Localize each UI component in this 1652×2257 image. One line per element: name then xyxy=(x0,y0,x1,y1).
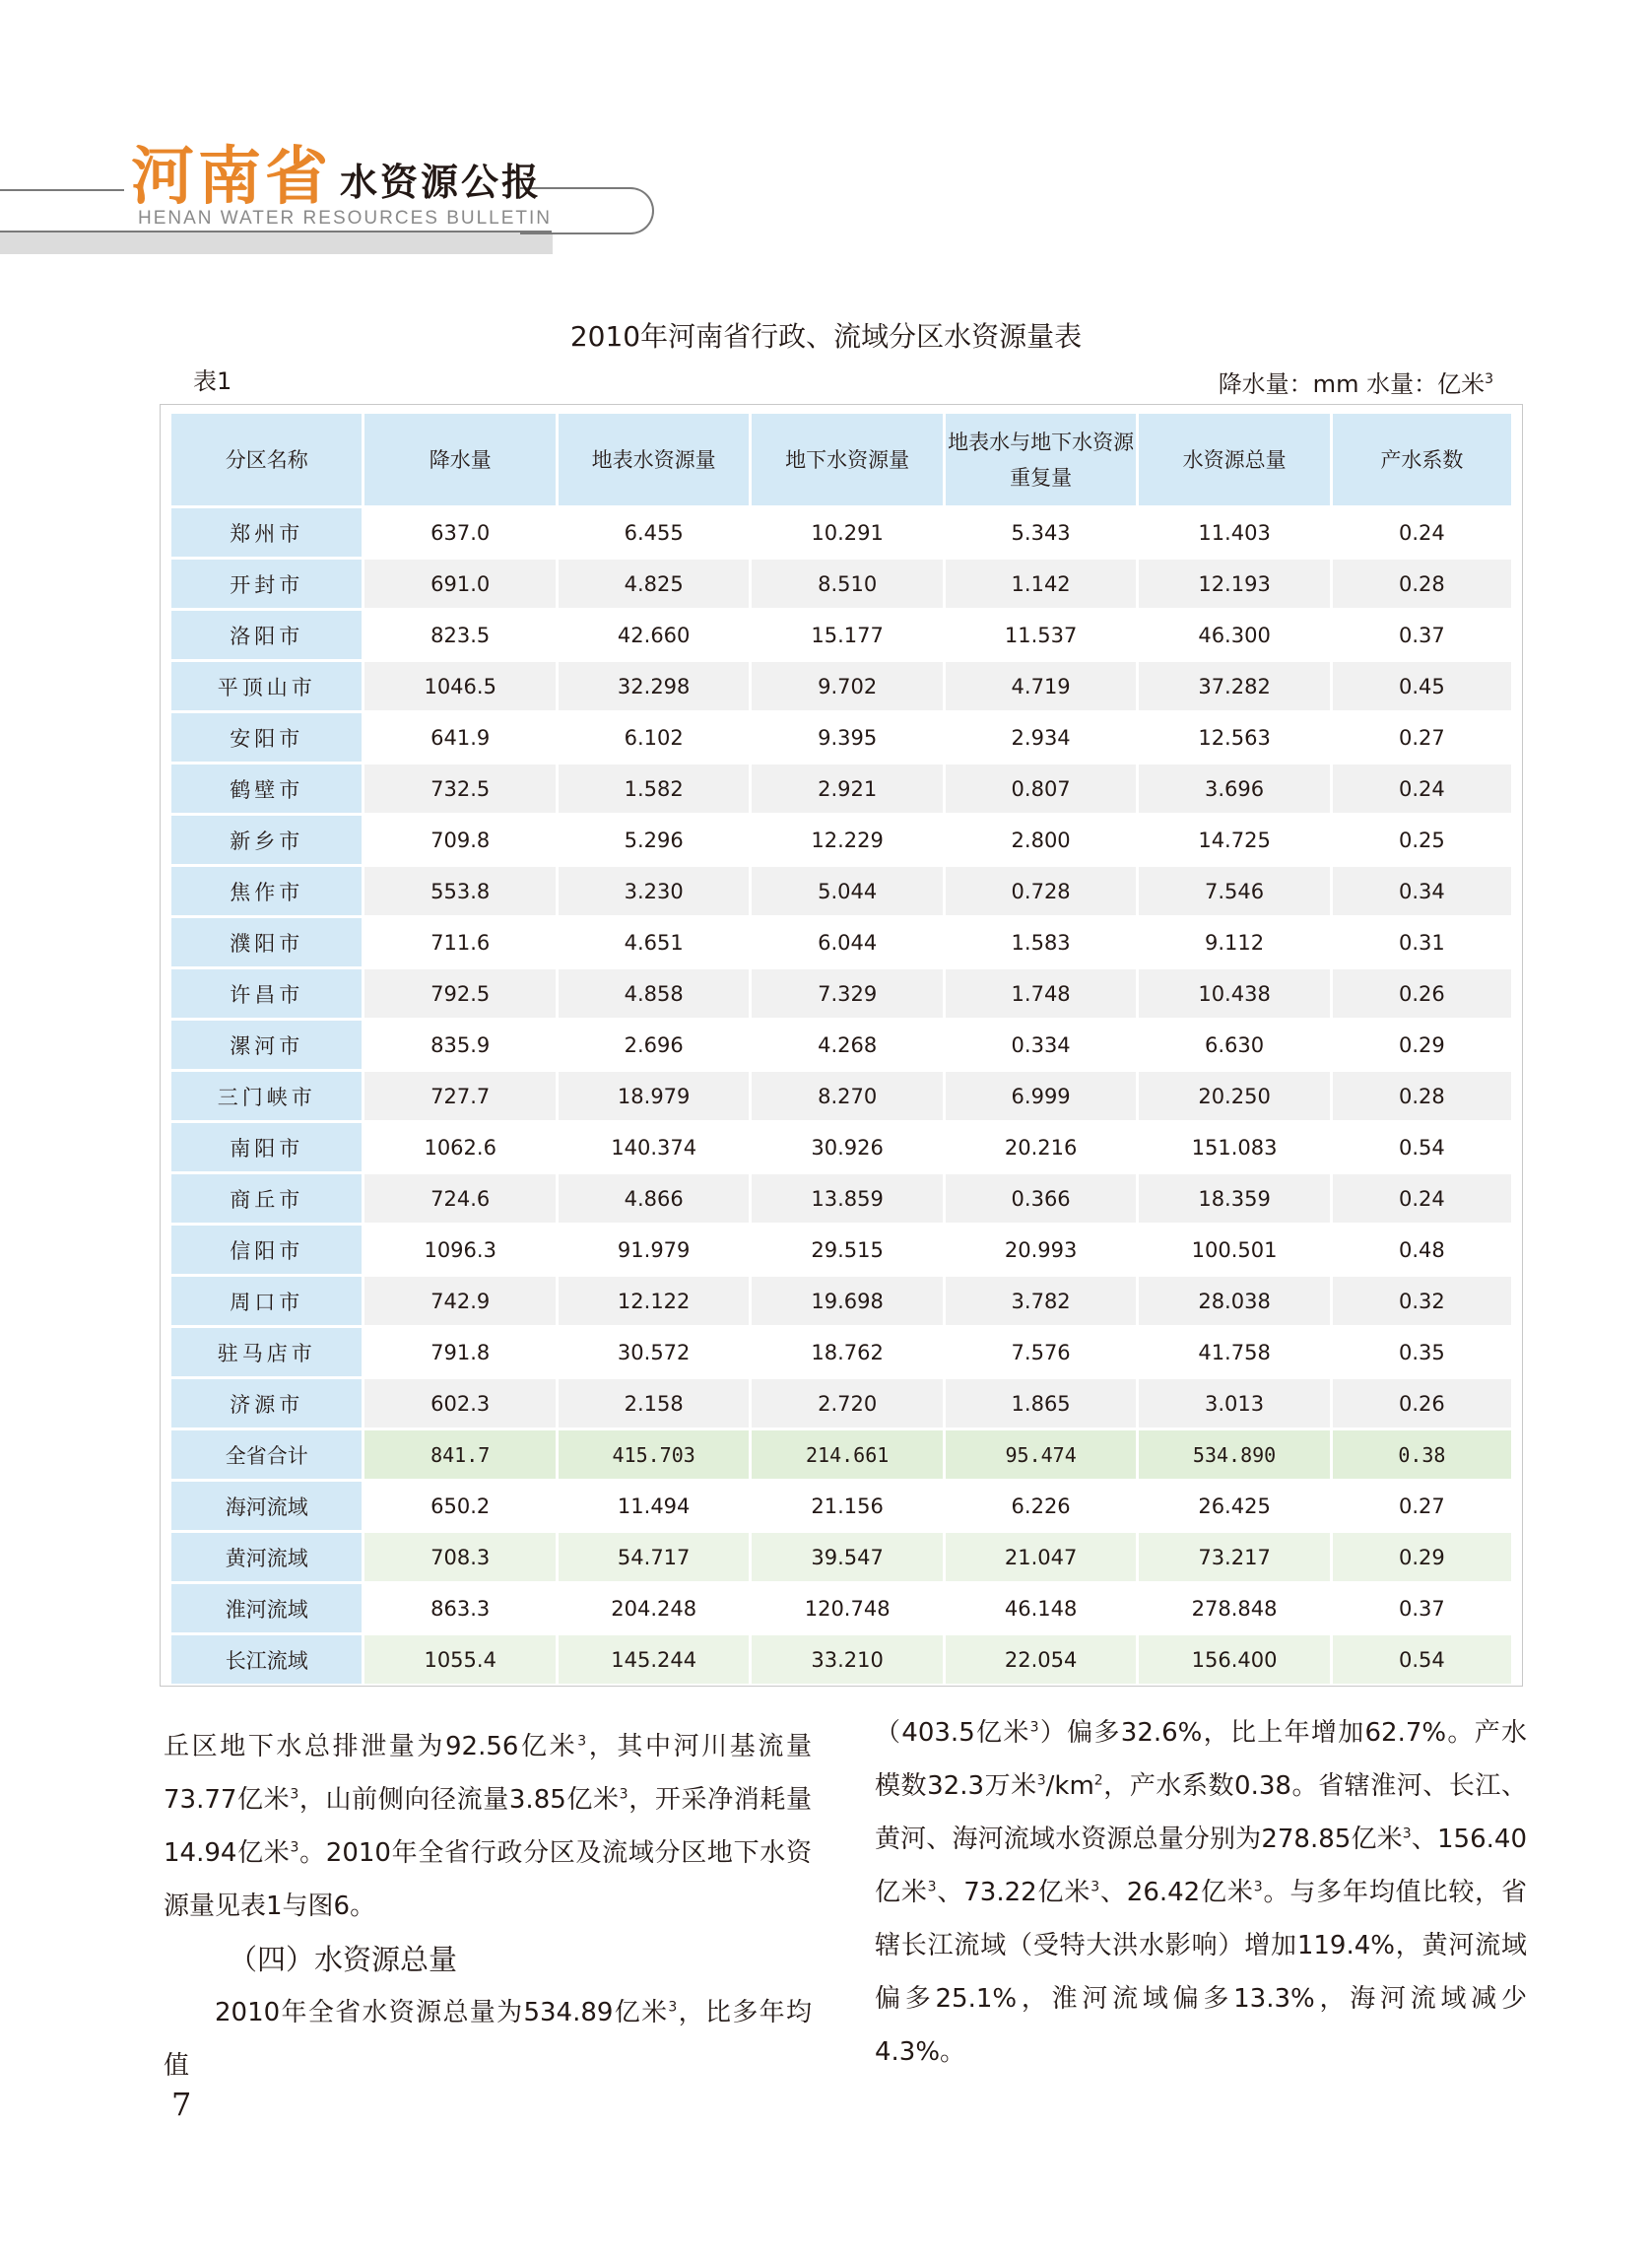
value-cell: 100.501 xyxy=(1139,1226,1329,1274)
value-cell: 8.510 xyxy=(752,560,942,608)
region-name-cell: 郑州市 xyxy=(171,508,362,557)
value-cell: 9.112 xyxy=(1139,918,1329,966)
region-name-cell: 许昌市 xyxy=(171,969,362,1018)
column-header: 降水量 xyxy=(364,414,555,505)
value-cell: 6.999 xyxy=(946,1072,1136,1120)
region-name-cell: 濮阳市 xyxy=(171,918,362,966)
value-cell: 3.230 xyxy=(559,867,749,915)
text-run: 2010年全省水资源总量为534.89亿米 xyxy=(215,1998,669,2027)
value-cell: 0.48 xyxy=(1333,1226,1511,1274)
value-cell: 0.334 xyxy=(946,1021,1136,1069)
table-row xyxy=(171,969,1511,1018)
value-cell: 732.5 xyxy=(364,764,555,813)
value-cell: 823.5 xyxy=(364,611,555,659)
paragraph-total-resources-continued xyxy=(875,1706,1527,2079)
table-row xyxy=(171,662,1511,710)
value-cell: 0.25 xyxy=(1333,816,1511,864)
value-cell: 4.858 xyxy=(559,969,749,1018)
table-row xyxy=(171,1482,1511,1530)
value-cell: 46.300 xyxy=(1139,611,1329,659)
region-name-cell: 商丘市 xyxy=(171,1174,362,1223)
value-cell: 5.343 xyxy=(946,508,1136,557)
text-run: ，产水系数0.38。省辖淮河、长江、黄河、海河流域水资源总量分别为278.85亿米 xyxy=(875,1771,1527,1854)
value-cell: 12.229 xyxy=(752,816,942,864)
value-cell: 791.8 xyxy=(364,1328,555,1376)
table-row xyxy=(171,560,1511,608)
text-run: ，其中河川基流量73.77亿米 xyxy=(164,1732,812,1815)
value-cell: 1.142 xyxy=(946,560,1136,608)
column-header: 分区名称 xyxy=(171,414,362,505)
value-cell: 41.758 xyxy=(1139,1328,1329,1376)
superscript: 3 xyxy=(1029,1719,1039,1736)
table-row xyxy=(171,1379,1511,1427)
table-row xyxy=(171,1328,1511,1376)
value-cell: 0.31 xyxy=(1333,918,1511,966)
value-cell: 1.748 xyxy=(946,969,1136,1018)
value-cell: 863.3 xyxy=(364,1584,555,1632)
value-cell: 0.32 xyxy=(1333,1277,1511,1325)
value-cell: 12.122 xyxy=(559,1277,749,1325)
value-cell: 12.193 xyxy=(1139,560,1329,608)
region-name-cell: 黄河流域 xyxy=(171,1533,362,1581)
value-cell: 415.703 xyxy=(559,1430,749,1479)
value-cell: 0.35 xyxy=(1333,1328,1511,1376)
value-cell: 2.696 xyxy=(559,1021,749,1069)
value-cell: 28.038 xyxy=(1139,1277,1329,1325)
value-cell: 95.474 xyxy=(946,1430,1136,1479)
region-name-cell: 漯河市 xyxy=(171,1021,362,1069)
region-name-cell: 鹤壁市 xyxy=(171,764,362,813)
text-column-right xyxy=(875,1706,1527,2079)
superscript: 3 xyxy=(668,1999,678,2016)
value-cell: 10.438 xyxy=(1139,969,1329,1018)
value-cell: 0.37 xyxy=(1333,611,1511,659)
value-cell: 742.9 xyxy=(364,1277,555,1325)
value-cell: 2.800 xyxy=(946,816,1136,864)
value-cell: 6.102 xyxy=(559,713,749,762)
value-cell: 0.24 xyxy=(1333,508,1511,557)
table-body xyxy=(171,508,1511,1684)
value-cell: 145.244 xyxy=(559,1635,749,1684)
table-row xyxy=(171,1533,1511,1581)
value-cell: 3.696 xyxy=(1139,764,1329,813)
table-row xyxy=(171,1123,1511,1171)
superscript: 3 xyxy=(577,1733,587,1750)
superscript: 3 xyxy=(1402,1826,1412,1842)
superscript: 3 xyxy=(619,1786,628,1803)
table-header-row xyxy=(171,414,1511,505)
value-cell: 18.979 xyxy=(559,1072,749,1120)
value-cell: 11.403 xyxy=(1139,508,1329,557)
paragraph-groundwater-discharge xyxy=(164,1720,812,1933)
text-run: ，山前侧向径流量3.85亿米 xyxy=(298,1785,620,1815)
value-cell: 6.044 xyxy=(752,918,942,966)
region-name-cell: 全省合计 xyxy=(171,1430,362,1479)
value-cell: 54.717 xyxy=(559,1533,749,1581)
value-cell: 0.37 xyxy=(1333,1584,1511,1632)
table-row xyxy=(171,867,1511,915)
table-row xyxy=(171,1226,1511,1274)
table-row xyxy=(171,1072,1511,1120)
value-cell: 9.395 xyxy=(752,713,942,762)
value-cell: 42.660 xyxy=(559,611,749,659)
region-name-cell: 信阳市 xyxy=(171,1226,362,1274)
value-cell: 534.890 xyxy=(1139,1430,1329,1479)
value-cell: 841.7 xyxy=(364,1430,555,1479)
masthead-title-province: 河南省 xyxy=(131,140,332,214)
region-name-cell: 平顶山市 xyxy=(171,662,362,710)
value-cell: 30.572 xyxy=(559,1328,749,1376)
value-cell: 0.54 xyxy=(1333,1123,1511,1171)
value-cell: 0.54 xyxy=(1333,1635,1511,1684)
value-cell: 1046.5 xyxy=(364,662,555,710)
value-cell: 0.27 xyxy=(1333,713,1511,762)
region-name-cell: 开封市 xyxy=(171,560,362,608)
value-cell: 20.993 xyxy=(946,1226,1136,1274)
value-cell: 0.728 xyxy=(946,867,1136,915)
value-cell: 792.5 xyxy=(364,969,555,1018)
value-cell: 21.156 xyxy=(752,1482,942,1530)
section-heading-total-resources: （四）水资源总量 xyxy=(229,1943,458,1976)
region-name-cell: 安阳市 xyxy=(171,713,362,762)
value-cell: 637.0 xyxy=(364,508,555,557)
region-name-cell: 长江流域 xyxy=(171,1635,362,1684)
text-run: 、156.40亿米 xyxy=(875,1825,1527,1907)
value-cell: 33.210 xyxy=(752,1635,942,1684)
value-cell: 709.8 xyxy=(364,816,555,864)
region-name-cell: 海河流域 xyxy=(171,1482,362,1530)
value-cell: 5.296 xyxy=(559,816,749,864)
superscript: 3 xyxy=(290,1839,299,1856)
value-cell: 4.719 xyxy=(946,662,1136,710)
table-row xyxy=(171,1635,1511,1684)
region-name-cell: 淮河流域 xyxy=(171,1584,362,1632)
value-cell: 30.926 xyxy=(752,1123,942,1171)
region-name-cell: 新乡市 xyxy=(171,816,362,864)
value-cell: 3.782 xyxy=(946,1277,1136,1325)
superscript: 3 xyxy=(1090,1879,1100,1895)
masthead-subtitle: HENAN WATER RESOURCES BULLETIN xyxy=(138,208,552,229)
value-cell: 20.250 xyxy=(1139,1072,1329,1120)
value-cell: 22.054 xyxy=(946,1635,1136,1684)
masthead-rule-left xyxy=(0,189,124,191)
text-column-left xyxy=(164,1720,812,2092)
value-cell: 7.329 xyxy=(752,969,942,1018)
paragraph-total-resources xyxy=(164,1986,812,2092)
value-cell: 20.216 xyxy=(946,1123,1136,1171)
region-name-cell: 三门峡市 xyxy=(171,1072,362,1120)
value-cell: 1.582 xyxy=(559,764,749,813)
value-cell: 641.9 xyxy=(364,713,555,762)
text-run: （403.5亿米 xyxy=(875,1718,1030,1748)
masthead-gray-band xyxy=(0,232,553,254)
value-cell: 18.762 xyxy=(752,1328,942,1376)
value-cell: 1096.3 xyxy=(364,1226,555,1274)
value-cell: 120.748 xyxy=(752,1584,942,1632)
table-row xyxy=(171,611,1511,659)
value-cell: 602.3 xyxy=(364,1379,555,1427)
value-cell: 8.270 xyxy=(752,1072,942,1120)
value-cell: 73.217 xyxy=(1139,1533,1329,1581)
superscript: 2 xyxy=(1093,1772,1103,1789)
value-cell: 2.720 xyxy=(752,1379,942,1427)
value-cell: 691.0 xyxy=(364,560,555,608)
value-cell: 204.248 xyxy=(559,1584,749,1632)
value-cell: 9.702 xyxy=(752,662,942,710)
table-row xyxy=(171,1174,1511,1223)
value-cell: 21.047 xyxy=(946,1533,1136,1581)
table-row xyxy=(171,918,1511,966)
value-cell: 727.7 xyxy=(364,1072,555,1120)
value-cell: 39.547 xyxy=(752,1533,942,1581)
value-cell: 32.298 xyxy=(559,662,749,710)
value-cell: 151.083 xyxy=(1139,1123,1329,1171)
text-run: 、26.42亿米 xyxy=(1099,1878,1254,1907)
value-cell: 140.374 xyxy=(559,1123,749,1171)
column-header: 地表水资源量 xyxy=(559,414,749,505)
value-cell: 0.29 xyxy=(1333,1021,1511,1069)
region-name-cell: 周口市 xyxy=(171,1277,362,1325)
value-cell: 553.8 xyxy=(364,867,555,915)
superscript: 3 xyxy=(290,1786,299,1803)
value-cell: 29.515 xyxy=(752,1226,942,1274)
table-row xyxy=(171,508,1511,557)
value-cell: 0.28 xyxy=(1333,560,1511,608)
region-name-cell: 南阳市 xyxy=(171,1123,362,1171)
table-units-text: 降水量：mm 水量：亿米 xyxy=(1218,370,1486,398)
region-name-cell: 济源市 xyxy=(171,1379,362,1427)
table-row-province-total xyxy=(171,1430,1511,1479)
value-cell: 6.455 xyxy=(559,508,749,557)
table-row xyxy=(171,1021,1511,1069)
superscript: 3 xyxy=(1036,1772,1046,1789)
value-cell: 650.2 xyxy=(364,1482,555,1530)
table-row xyxy=(171,1584,1511,1632)
value-cell: 711.6 xyxy=(364,918,555,966)
masthead-title-bulletin: 水资源公报 xyxy=(340,160,543,204)
value-cell: 12.563 xyxy=(1139,713,1329,762)
value-cell: 0.27 xyxy=(1333,1482,1511,1530)
value-cell: 0.26 xyxy=(1333,1379,1511,1427)
text-run: ）偏多32.6%，比上年增加62.7%。产水模数32.3万米 xyxy=(875,1718,1527,1801)
value-cell: 0.24 xyxy=(1333,1174,1511,1223)
masthead-rule-bottom xyxy=(0,231,552,232)
value-cell: 19.698 xyxy=(752,1277,942,1325)
value-cell: 4.651 xyxy=(559,918,749,966)
value-cell: 1055.4 xyxy=(364,1635,555,1684)
value-cell: 0.26 xyxy=(1333,969,1511,1018)
value-cell: 26.425 xyxy=(1139,1482,1329,1530)
value-cell: 1.865 xyxy=(946,1379,1136,1427)
value-cell: 214.661 xyxy=(752,1430,942,1479)
region-name-cell: 驻马店市 xyxy=(171,1328,362,1376)
value-cell: 4.268 xyxy=(752,1021,942,1069)
value-cell: 18.359 xyxy=(1139,1174,1329,1223)
value-cell: 11.537 xyxy=(946,611,1136,659)
value-cell: 5.044 xyxy=(752,867,942,915)
column-header: 水资源总量 xyxy=(1139,414,1329,505)
value-cell: 2.934 xyxy=(946,713,1136,762)
table-units xyxy=(1123,363,1493,401)
text-run: ，开采净消耗量14.94亿米 xyxy=(164,1785,812,1868)
value-cell: 1.583 xyxy=(946,918,1136,966)
value-cell: 278.848 xyxy=(1139,1584,1329,1632)
value-cell: 0.34 xyxy=(1333,867,1511,915)
superscript: 3 xyxy=(927,1879,937,1895)
table-label: 表1 xyxy=(193,367,232,395)
value-cell: 10.291 xyxy=(752,508,942,557)
value-cell: 0.807 xyxy=(946,764,1136,813)
region-name-cell: 焦作市 xyxy=(171,867,362,915)
table-row xyxy=(171,1277,1511,1325)
value-cell: 14.725 xyxy=(1139,816,1329,864)
value-cell: 7.546 xyxy=(1139,867,1329,915)
value-cell: 724.6 xyxy=(364,1174,555,1223)
water-resources-table-frame xyxy=(160,404,1523,1687)
value-cell: 15.177 xyxy=(752,611,942,659)
column-header: 地表水与地下水资源重复量 xyxy=(946,414,1136,505)
value-cell: 0.38 xyxy=(1333,1430,1511,1479)
page-number: 7 xyxy=(171,2086,192,2123)
value-cell: 91.979 xyxy=(559,1226,749,1274)
table-title: 2010年河南省行政、流域分区水资源量表 xyxy=(569,320,1083,353)
value-cell: 2.921 xyxy=(752,764,942,813)
value-cell: 6.630 xyxy=(1139,1021,1329,1069)
value-cell: 1062.6 xyxy=(364,1123,555,1171)
value-cell: 835.9 xyxy=(364,1021,555,1069)
water-resources-table xyxy=(168,411,1514,1687)
table-row xyxy=(171,764,1511,813)
text-run: 、73.22亿米 xyxy=(936,1878,1091,1907)
value-cell: 37.282 xyxy=(1139,662,1329,710)
value-cell: 0.366 xyxy=(946,1174,1136,1223)
region-name-cell: 洛阳市 xyxy=(171,611,362,659)
value-cell: 7.576 xyxy=(946,1328,1136,1376)
text-run: /km xyxy=(1045,1771,1094,1801)
column-header: 产水系数 xyxy=(1333,414,1511,505)
value-cell: 0.28 xyxy=(1333,1072,1511,1120)
value-cell: 4.825 xyxy=(559,560,749,608)
text-run: 。与多年均值比较，省辖长江流域（受特大洪水影响）增加119.4%，黄河流域偏多25.1%，淮河流域偏多13.3%，海河流域减少4.3%。 xyxy=(875,1878,1527,2067)
table-row xyxy=(171,816,1511,864)
value-cell: 6.226 xyxy=(946,1482,1136,1530)
text-run: 丘区地下水总排泄量为92.56亿米 xyxy=(164,1732,578,1761)
value-cell: 0.29 xyxy=(1333,1533,1511,1581)
text-run: 。2010年全省行政分区及流域分区地下水资源量见表1与图6。 xyxy=(164,1838,812,1921)
value-cell: 13.859 xyxy=(752,1174,942,1223)
value-cell: 3.013 xyxy=(1139,1379,1329,1427)
text-run: ，比多年均值 xyxy=(164,1998,812,2081)
superscript: 3 xyxy=(1253,1879,1263,1895)
value-cell: 46.148 xyxy=(946,1584,1136,1632)
value-cell: 156.400 xyxy=(1139,1635,1329,1684)
value-cell: 708.3 xyxy=(364,1533,555,1581)
value-cell: 4.866 xyxy=(559,1174,749,1223)
value-cell: 0.24 xyxy=(1333,764,1511,813)
column-header: 地下水资源量 xyxy=(752,414,942,505)
value-cell: 2.158 xyxy=(559,1379,749,1427)
value-cell: 11.494 xyxy=(559,1482,749,1530)
value-cell: 0.45 xyxy=(1333,662,1511,710)
table-units-sup: 3 xyxy=(1485,371,1493,387)
table-row xyxy=(171,713,1511,762)
